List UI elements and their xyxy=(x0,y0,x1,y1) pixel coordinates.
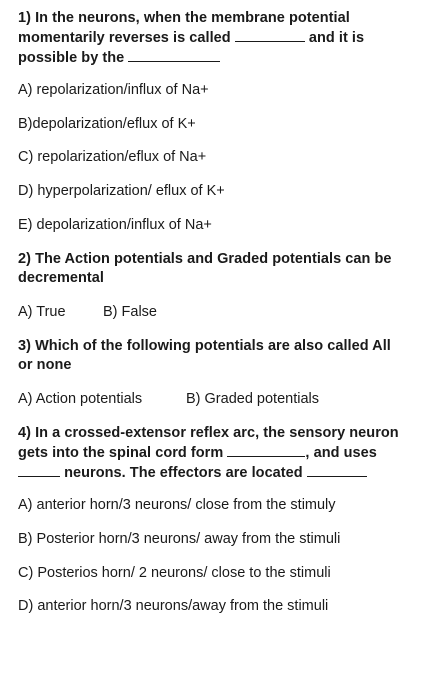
question-1-line-3 xyxy=(18,48,428,68)
question-1-line-1: 1) In the neurons, when the membrane potential xyxy=(18,10,350,26)
question-4-line-1: 4) In a crossed-extensor reflex arc, the sensory neuron xyxy=(18,425,399,441)
question-4-line-3-text: neurons. The effectors are located xyxy=(64,465,303,481)
question-2 xyxy=(18,250,428,288)
question-3-option-b[interactable]: B) Graded potentials xyxy=(186,391,319,407)
question-2-line-1: 2) The Action potentials and Graded potentials can be xyxy=(18,251,392,267)
question-3-option-a[interactable]: A) Action potentials xyxy=(18,391,143,407)
question-3 xyxy=(18,337,428,375)
question-4-line-2-start: gets into the spinal cord form xyxy=(18,445,224,461)
question-1-line-2-end: and it is xyxy=(308,30,365,46)
question-1-line-2-start: momentarily reverses is called xyxy=(18,30,231,46)
question-3-line-2: or none xyxy=(18,357,72,373)
answer-blank xyxy=(128,48,220,62)
question-4-option-d[interactable]: D) anterior horn/3 neurons/away from the stimuli xyxy=(18,598,329,614)
answer-blank xyxy=(18,463,60,477)
question-1-line-2 xyxy=(18,28,428,48)
question-4-option-b[interactable]: B) Posterior horn/3 neurons/ away from the stimuli xyxy=(18,531,341,547)
answer-blank xyxy=(235,28,305,42)
question-4-line-2 xyxy=(18,443,428,463)
question-1-option-c[interactable]: C) repolarization/eflux of Na+ xyxy=(18,149,207,165)
question-2-option-a[interactable]: A) True xyxy=(18,304,66,320)
question-4 xyxy=(18,424,428,483)
question-2-line-2: decremental xyxy=(18,270,104,286)
question-1-line-3-text: possible by the xyxy=(18,50,125,66)
question-1-option-b[interactable]: B)depolarization/eflux of K+ xyxy=(18,116,196,132)
question-4-option-c[interactable]: C) Posterios horn/ 2 neurons/ close to the stimuli xyxy=(18,565,331,581)
question-1-option-d[interactable]: D) hyperpolarization/ eflux of K+ xyxy=(18,183,225,199)
question-4-line-2-end: , and uses xyxy=(305,445,377,461)
question-1 xyxy=(18,9,428,68)
question-2-option-b[interactable]: B) False xyxy=(103,304,157,320)
answer-blank xyxy=(307,463,367,477)
answer-blank xyxy=(227,443,305,457)
question-1-option-e[interactable]: E) depolarization/influx of Na+ xyxy=(18,217,212,233)
question-4-option-a[interactable]: A) anterior horn/3 neurons/ close from the stimuly xyxy=(18,497,336,513)
question-3-line-1: 3) Which of the following potentials are also called All xyxy=(18,338,391,354)
question-4-line-3 xyxy=(18,463,428,483)
question-1-option-a[interactable]: A) repolarization/influx of Na+ xyxy=(18,82,209,98)
